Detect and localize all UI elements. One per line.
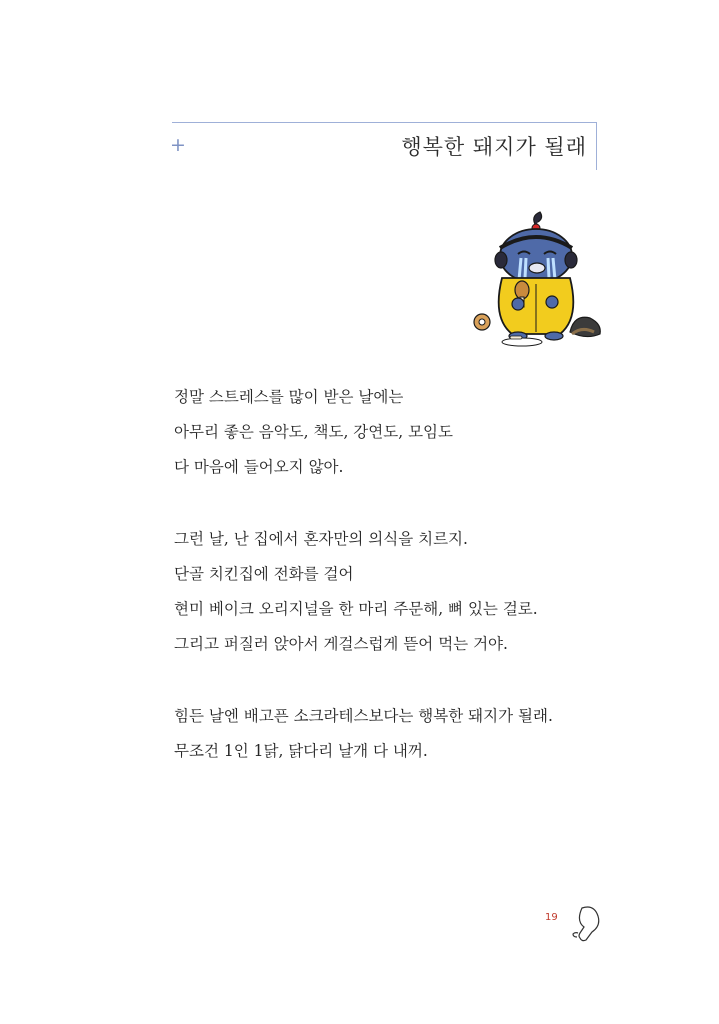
paragraph-2 [174,522,604,662]
page-footer [540,904,610,944]
text-line: 그리고 퍼질러 앉아서 게걸스럽게 뜯어 먹는 거야. [174,635,508,653]
text-line: 단골 치킨집에 전화를 걸어 [174,565,354,583]
text-line: 힘든 날엔 배고픈 소크라테스보다는 행복한 돼지가 될래. [174,707,553,725]
text-line: 아무리 좋은 음악도, 책도, 강연도, 모임도 [174,423,453,441]
header-rule [172,122,597,123]
plus-mark: + [170,134,186,156]
body-text [174,380,604,806]
text-line: 그런 날, 난 집에서 혼자만의 의식을 치르지. [174,530,468,548]
paragraph-1 [174,380,604,485]
text-line: 현미 베이크 오리지널을 한 마리 주문해, 뼈 있는 걸로. [174,600,538,618]
text-line: 무조건 1인 1닭, 닭다리 날개 다 내꺼. [174,742,428,760]
page-number: 19 [545,912,558,923]
chicken-drumstick-outline-icon [568,904,602,942]
crying-cat-eating-chicken-illustration [466,208,606,348]
chapter-title: 행복한 돼지가 될래 [401,135,587,159]
text-line: 정말 스트레스를 많이 받은 날에는 [174,388,404,406]
paragraph-3 [174,699,604,769]
text-line: 다 마음에 들어오지 않아. [174,458,344,476]
header-side-rule [596,122,597,170]
